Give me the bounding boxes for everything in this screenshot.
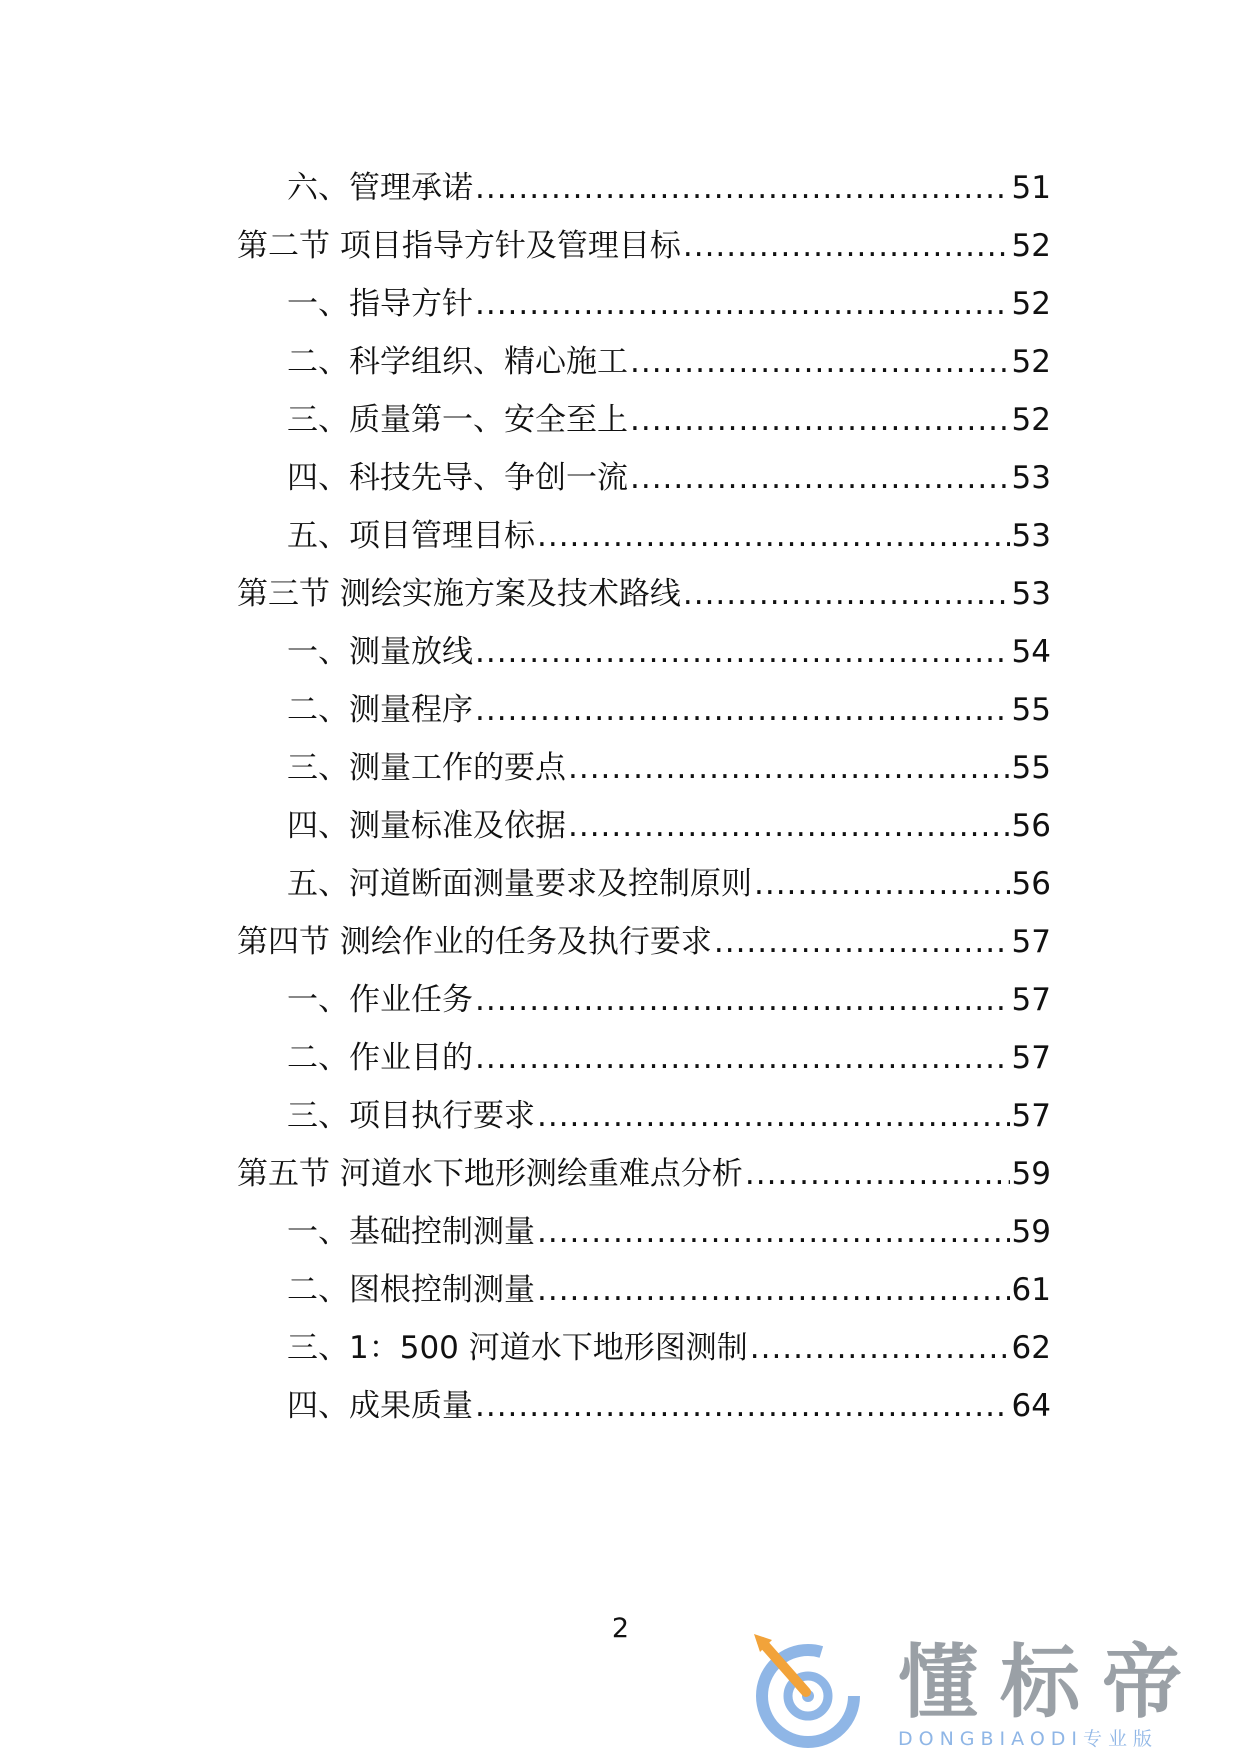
toc-entry-title: 一、指导方针 xyxy=(287,286,473,322)
toc-entry-title: 二、科学组织、精心施工 xyxy=(287,344,628,380)
toc-entry[interactable] xyxy=(287,284,1051,324)
toc-entry-title: 二、图根控制测量 xyxy=(287,1272,535,1308)
toc-entry[interactable] xyxy=(287,1038,1051,1078)
toc-leader-dots xyxy=(630,400,1010,440)
toc-entry-title: 五、项目管理目标 xyxy=(287,518,535,554)
toc-entry-title: 第三节 测绘实施方案及技术路线 xyxy=(237,576,681,612)
toc-entry[interactable] xyxy=(287,748,1051,788)
toc-entry[interactable] xyxy=(287,342,1051,382)
toc-leader-dots xyxy=(537,516,1010,556)
toc-entry-page: 56 xyxy=(1011,808,1051,844)
toc-entry-page: 57 xyxy=(1011,924,1051,960)
toc-leader-dots xyxy=(537,1212,1010,1252)
target-arrow-logo-icon xyxy=(748,1634,868,1749)
watermark xyxy=(748,1634,1228,1749)
toc-entry-page: 52 xyxy=(1011,402,1051,438)
toc-entry-title: 第二节 项目指导方针及管理目标 xyxy=(237,228,681,264)
toc-entry-page: 61 xyxy=(1011,1272,1051,1308)
toc-entry-page: 52 xyxy=(1011,344,1051,380)
toc-leader-dots xyxy=(537,1096,1010,1136)
toc-entry-page: 64 xyxy=(1011,1388,1051,1424)
toc-entry[interactable] xyxy=(287,516,1051,556)
toc-leader-dots xyxy=(745,1154,1010,1194)
toc-entry-page: 53 xyxy=(1011,576,1051,612)
toc-entry[interactable] xyxy=(287,1270,1051,1310)
toc-leader-dots xyxy=(683,226,1010,266)
toc-entry-title: 三、1：500 河道水下地形图测制 xyxy=(287,1330,748,1366)
toc-leader-dots xyxy=(475,632,1010,672)
toc-entry[interactable] xyxy=(237,574,1051,614)
toc-entry-title: 二、作业目的 xyxy=(287,1040,473,1076)
toc-entry-title: 四、科技先导、争创一流 xyxy=(287,460,628,496)
watermark-subtitle: DONGBIAODI专业版 xyxy=(898,1728,1159,1750)
toc-entry-page: 57 xyxy=(1011,982,1051,1018)
toc-entry-page: 57 xyxy=(1011,1040,1051,1076)
toc-leader-dots xyxy=(630,342,1010,382)
toc-leader-dots xyxy=(750,1328,1010,1368)
toc-leader-dots xyxy=(475,1038,1010,1078)
toc-entry-page: 62 xyxy=(1011,1330,1051,1366)
toc-leader-dots xyxy=(475,284,1010,324)
toc-leader-dots xyxy=(475,1386,1010,1426)
toc-leader-dots xyxy=(568,748,1010,788)
toc-entry[interactable] xyxy=(287,1386,1051,1426)
toc-leader-dots xyxy=(714,922,1010,962)
toc-leader-dots xyxy=(754,864,1010,904)
toc-entry-page: 51 xyxy=(1011,170,1051,206)
toc-entry[interactable] xyxy=(287,864,1051,904)
toc-entry[interactable] xyxy=(287,458,1051,498)
toc-entry[interactable] xyxy=(237,226,1051,266)
toc-entry-page: 57 xyxy=(1011,1098,1051,1134)
toc-entry[interactable] xyxy=(237,922,1051,962)
toc-entry-title: 一、测量放线 xyxy=(287,634,473,670)
toc-entry-title: 三、测量工作的要点 xyxy=(287,750,566,786)
toc-entry-page: 55 xyxy=(1011,692,1051,728)
toc-entry-page: 53 xyxy=(1011,518,1051,554)
toc-leader-dots xyxy=(475,980,1010,1020)
toc-entry-page: 59 xyxy=(1011,1156,1051,1192)
toc-entry[interactable] xyxy=(287,400,1051,440)
toc-entry-title: 六、管理承诺 xyxy=(287,170,473,206)
toc-entry-page: 56 xyxy=(1011,866,1051,902)
toc-entry-page: 54 xyxy=(1011,634,1051,670)
toc-entry-title: 四、成果质量 xyxy=(287,1388,473,1424)
toc-entry[interactable] xyxy=(287,690,1051,730)
toc-entry-title: 一、基础控制测量 xyxy=(287,1214,535,1250)
page-number: 2 xyxy=(611,1613,630,1644)
toc-entry-title: 二、测量程序 xyxy=(287,692,473,728)
toc-entry-title: 五、河道断面测量要求及控制原则 xyxy=(287,866,752,902)
toc-entry-page: 59 xyxy=(1011,1214,1051,1250)
toc-entry[interactable] xyxy=(287,980,1051,1020)
toc-entry[interactable] xyxy=(287,1096,1051,1136)
toc-entry-title: 三、项目执行要求 xyxy=(287,1098,535,1134)
toc-entry[interactable] xyxy=(287,806,1051,846)
toc-leader-dots xyxy=(475,168,1010,208)
toc-entry[interactable] xyxy=(287,1212,1051,1252)
toc-entry-title: 第五节 河道水下地形测绘重难点分析 xyxy=(237,1156,743,1192)
watermark-brand-text: 懂标帝 xyxy=(898,1636,1204,1729)
toc-entry-page: 52 xyxy=(1011,286,1051,322)
toc-leader-dots xyxy=(568,806,1010,846)
toc-leader-dots xyxy=(537,1270,1010,1310)
toc-entry[interactable] xyxy=(287,1328,1051,1368)
toc-entry-page: 52 xyxy=(1011,228,1051,264)
toc-leader-dots xyxy=(683,574,1010,614)
toc-entry-title: 四、测量标准及依据 xyxy=(287,808,566,844)
toc-entry-title: 一、作业任务 xyxy=(287,982,473,1018)
toc-leader-dots xyxy=(475,690,1010,730)
toc-entry-page: 53 xyxy=(1011,460,1051,496)
toc-entry[interactable] xyxy=(237,1154,1051,1194)
toc-entry-title: 三、质量第一、安全至上 xyxy=(287,402,628,438)
toc-leader-dots xyxy=(630,458,1010,498)
toc-entry-page: 55 xyxy=(1011,750,1051,786)
toc-entry[interactable] xyxy=(287,632,1051,672)
toc-entry[interactable] xyxy=(287,168,1051,208)
toc-entry-title: 第四节 测绘作业的任务及执行要求 xyxy=(237,924,712,960)
